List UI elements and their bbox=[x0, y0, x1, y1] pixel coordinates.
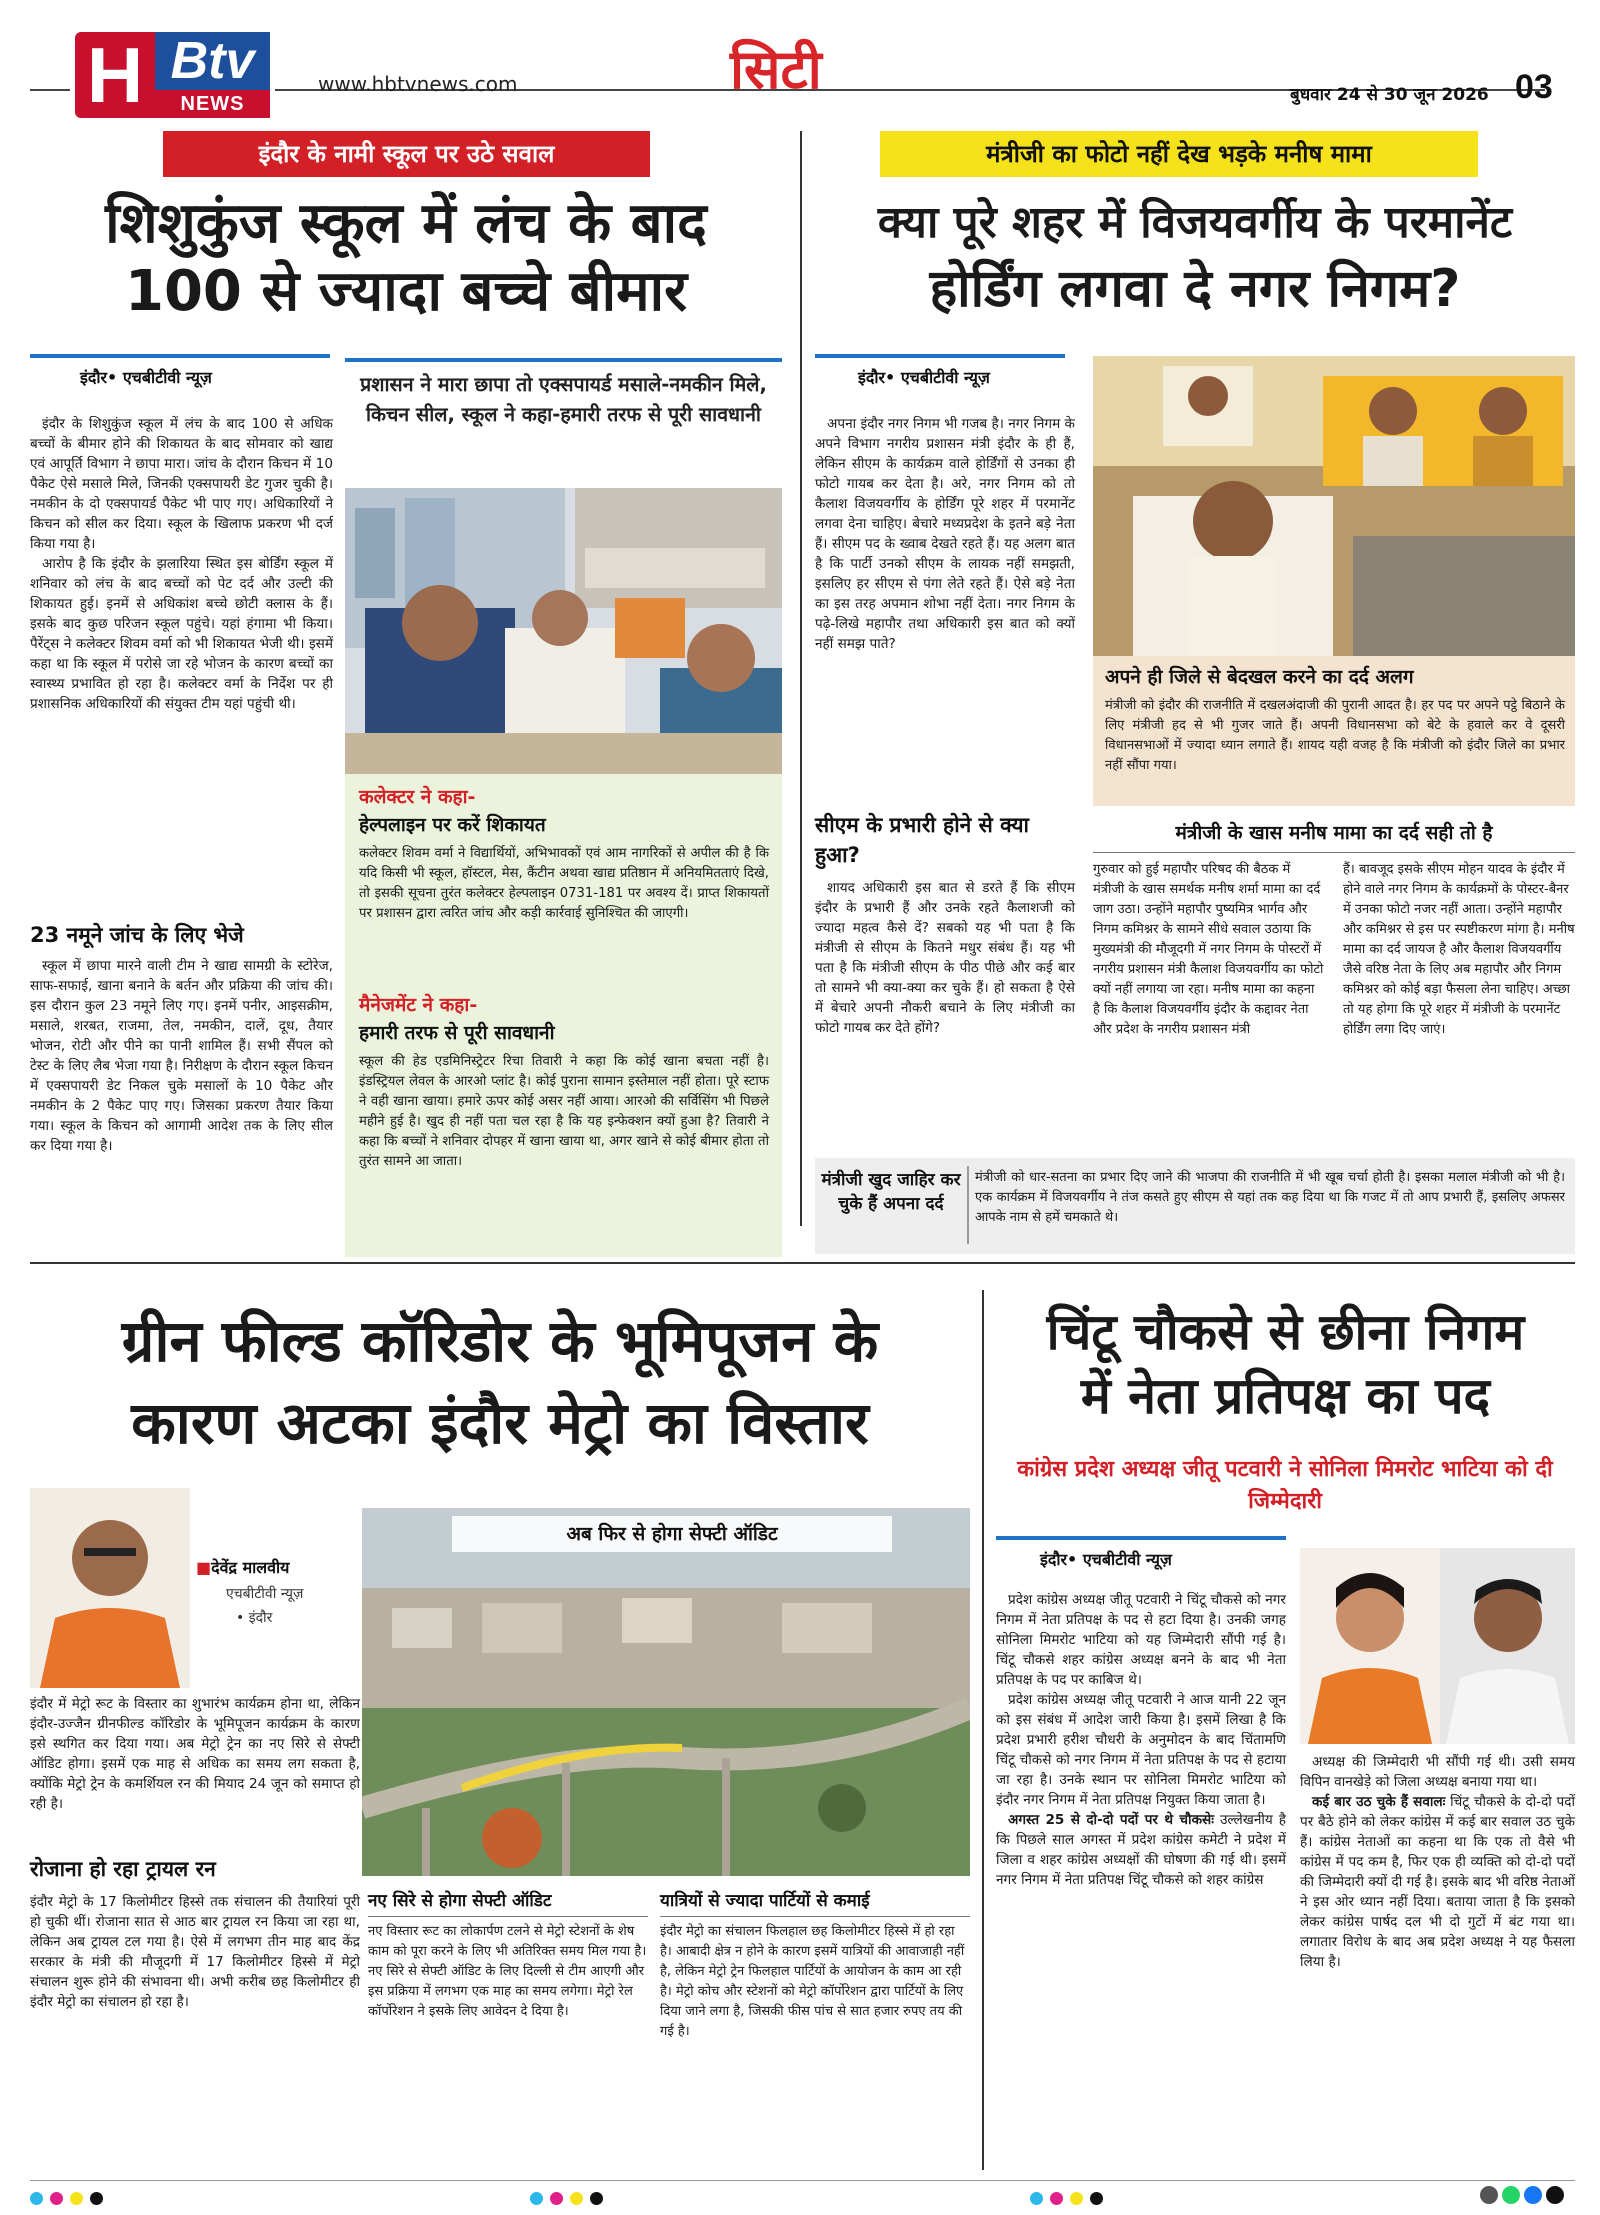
collector-label: कलेक्टर ने कहा- bbox=[359, 786, 476, 808]
story4-para5-text: चिंटू चौकसे के दो-दो पदों पर बैठे होने को लेकर कांग्रेस में कई बार सवाल उठ चुके हैं। कांग्रेस नेताओं का कहना था कि एक तो वैसे भी कांग्रेस में पद कम है, फिर एक ही व्यक्ति को दो-दो पदों की जिम्मेदारी क्यों दी गई है। इसके बाद भी वरिष्ठ नेताओं ने इस ओर ध्यान नहीं दिया। बताया जाता है कि इसको लेकर कांग्रेस पार्षद दल भी दो गुटों में बंट गया था। लगातार विरोध के बाद अब प्रदेश अध्यक्ष ने यह फैसला लिया है। bbox=[1300, 1794, 1575, 1970]
story2-headline-line1: क्या पूरे शहर में विजयवर्गीय के परमानेंट bbox=[877, 197, 1513, 248]
story4-para4: अध्यक्ष की जिम्मेदारी भी सौंपी गई थी। उसी समय विपिन वानखेड़े को जिला अध्यक्ष बनाया गया था। bbox=[1300, 1754, 1575, 1790]
registration-dots-left bbox=[30, 2190, 110, 2209]
logo-letter-h: H bbox=[75, 32, 155, 118]
story3-sub3: यात्रियों से ज्यादा पार्टियों से कमाई bbox=[660, 1891, 870, 1911]
management-text: स्कूल की हेड एडमिनिस्ट्रेटर रिचा तिवारी ने कहा कि कोई खाना बचता नहीं है। इंडस्ट्रियल लेवल के आरओ प्लांट है। कोई पुराना सामान इस्तेमाल नहीं होता। पूरे स्टाफ ने वही खाना खाया। हमारे ऊपर कोई असर नहीं आया। आरओ की सर्विसिंग भी पिछले महीने हुई है। खुद ही नहीं पता चल रहा है कि यह इन्फेक्शन क्यों हुआ है? तिवारी ने कहा कि बच्चों ने शनिवार दोपहर में खाना खाया था, अगर खाने से कोई बीमार होता तो तुरंत सामने आ जाता। bbox=[359, 1054, 769, 1169]
story2-dateline: इंदौर• एचबीटीवी न्यूज़ bbox=[858, 368, 990, 387]
author-org: एचबीटीवी न्यूज़ bbox=[226, 1586, 304, 1602]
story2-para1: अपना इंदौर नगर निगम भी गजब है। नगर निगम के अपने विभाग नगरीय प्रशासन मंत्री इंदौर के ही हैं, लेकिन सीएम के कार्यक्रम वाले होर्डिंगों से उनका ही फोटो गायब कर देता है। अरे, नगर निगम को तो कैलाश विजयवर्गीय के होर्डिंग पूरे शहर में परमानेंट लगवा देना चाहिए। बेचारे मध्यप्रदेश के इतने बड़े नेता हैं। सीएम पद के ख्वाब देखते रहते हैं। यह अलग बात है कि पार्टी उनको सीएम के लायक नहीं समझती, इसलिए हर सीएम से पंगा लेते रहते हैं। ऐसे बड़े नेता का इस तरह अपमान शोभा नहीं देता। नगर निगम के पढ़े-लिखे महापौर तथा अधिकारी इस बात को क्यों नहीं समझ पाते? bbox=[815, 416, 1075, 652]
story3-para4: इंदौर मेट्रो का संचालन फिलहाल छह किलोमीटर हिस्से में हो रहा है। आबादी क्षेत्र न होने के कारण इसमें यात्रियों की आवाजाही नहीं है, लेकिन मेट्रो ट्रेन फिलहाल पार्टियों के आयोजन के काम आ रही है। मेट्रो कोच और स्टेशनों को मेट्रो कॉर्पोरेशन द्वारा पार्टियों के लिए दिया जाने लगा है, जिसकी फीस पांच से सात हजार रुपए तय की गई है। bbox=[660, 1924, 965, 2039]
black-dot bbox=[1090, 2192, 1103, 2205]
story1-photo-children[interactable] bbox=[345, 488, 782, 774]
black-dot bbox=[90, 2192, 103, 2205]
search-icon[interactable] bbox=[1480, 2186, 1498, 2204]
story1-para3: स्कूल में छापा मारने वाली टीम ने खाद्य सामग्री के स्टोरेज, साफ-सफाई, खाना बनाने के बर्तन और प्रक्रिया की जांच की। इस दौरान कुल 23 नमूने लिए गए। इनमें पनीर, आइसक्रीम, मसाले, शरबत, राजमा, तेल, नमकीन, दालें, दूध, तैयार भोजन, रोटी और पीने का पानी शामिल हैं। सभी सैंपल को टेस्ट के लिए लैब भेजा गया है। निरीक्षण के दौरान स्कूल किचन में एक्सपायरी डेट निकल चुके मसालों के 10 पैकेट और नमकीन के 2 पैकेट पाए गए। जिसका प्रकरण तैयार किया गया। स्कूल के किचन को आगामी आदेश तक के लिए सील कर दिया गया है। bbox=[30, 958, 333, 1154]
story4-body-col1 bbox=[996, 1590, 1286, 1890]
story3-headline-line1: ग्रीन फील्ड कॉरिडोर के भूमिपूजन के bbox=[121, 1307, 879, 1375]
story1-para1: इंदौर के शिशुकुंज स्कूल में लंच के बाद 100 से अधिक बच्चों के बीमार होने की शिकायत के बाद सोमवार को खाद्य एवं आपूर्ति विभाग ने छापा मारा। जांच के दौरान किचन में 10 पैकेट ऐसे मसाले मिले, जिनकी एक्सपायरी डेट गुजर चुकी है। नमकीन के दो एक्सपायर्ड पैकेट भी पाए गए। अधिकारियों ने किचन को सील कर दिया। स्कूल के खिलाफ प्रकरण भी दर्ज किया गया है। bbox=[30, 416, 333, 552]
story3-headline[interactable] bbox=[30, 1300, 970, 1464]
metro-photo-caption: अब फिर से होगा सेफ्टी ऑडिट bbox=[452, 1516, 892, 1552]
story3-sub2-rule bbox=[368, 1916, 648, 1917]
cyan-dot bbox=[530, 2192, 543, 2205]
story3-headline-line2: कारण अटका इंदौर मेट्रो का विस्तार bbox=[131, 1389, 869, 1457]
story2-quote-label: मंत्रीजी खुद जाहिर कर चुके हैं अपना दर्द bbox=[821, 1170, 961, 1214]
story4-dateline: इंदौर• एचबीटीवी न्यूज़ bbox=[1040, 1550, 1172, 1569]
section-name: सिटी bbox=[730, 38, 822, 101]
story3-para2: इंदौर मेट्रो के 17 किलोमीटर हिस्से तक संचालन की तैयारियां पूरी हो चुकी थीं। रोजाना सात से आठ बार ट्रायल रन किया जा रहा था, लेकिन अब ट्रायल टल गया है। ऐसे में लगभग तीन माह बाद केंद्र सरकार के मंत्री की मौजूदगी में 17 किलोमीटर हिस्से में मेट्रो संचालन शुरू होने की संभावना थी। अभी करीब छह किलोमीटर ही इंदौर मेट्रो का संचालन हो रहा है। bbox=[30, 1894, 360, 2010]
story2-rule bbox=[815, 354, 1065, 358]
story2-sidebar-box bbox=[1093, 656, 1575, 806]
story1-body-col1 bbox=[30, 414, 333, 714]
story4-deck: कांग्रेस प्रदेश अध्यक्ष जीतू पटवारी ने सोनिला मिमरोट भाटिया को दी जिम्मेदारी bbox=[1017, 1457, 1553, 1514]
story1-dateline: इंदौर• एचबीटीवी न्यूज़ bbox=[80, 368, 212, 387]
story2-subhead: सीएम के प्रभारी होने से क्या हुआ? bbox=[815, 813, 1029, 867]
metro-photo[interactable] bbox=[362, 1508, 970, 1876]
story1-deck: प्रशासन ने मारा छापा तो एक्सपायर्ड मसाले-नमकीन मिले, किचन सील, स्कूल ने कहा-हमारी तरफ से पूरी सावधानी bbox=[360, 373, 767, 426]
author-name-text: देवेंद्र मालवीय bbox=[211, 1558, 290, 1577]
story3-para3: नए विस्तार रूट का लोकार्पण टलने से मेट्रो स्टेशनों के शेष काम को पूरा करने के लिए भी अतिरिक्त समय मिल गया है। नए सिरे से सेफ्टी ऑडिट के लिए दिल्ली से टीम आएगी और इस प्रक्रिया में लगभग एक माह का समय लगेगा। मेट्रो रेल कॉर्पोरेशन ने इसके लिए आवेदन दे दिया है। bbox=[368, 1924, 647, 2019]
collector-head: हेल्पलाइन पर करें शिकायत bbox=[359, 814, 546, 836]
magenta-dot bbox=[550, 2192, 563, 2205]
story2-body-col1b bbox=[815, 878, 1075, 1038]
story2-headline[interactable] bbox=[815, 190, 1575, 322]
story4-headline[interactable] bbox=[996, 1300, 1575, 1428]
author-city: • इंदौर bbox=[236, 1610, 273, 1626]
story2-photo-hoarding[interactable] bbox=[1093, 356, 1575, 656]
chintu-photo bbox=[1440, 1548, 1575, 1744]
collector-text: कलेक्टर शिवम वर्मा ने विद्यार्थियों, अभिभावकों एवं आम नागरिकों से अपील की है कि यदि किसी भी स्कूल, हॉस्टल, मेस, कैंटीन अथवा खाद्य प्रतिष्ठान में अनियमितताएं दिखे, तो इसकी सूचना तुरंत कलेक्टर हेल्पलाइन 0731-181 पर अवश्य दें। प्राप्त शिकायतों पर प्रशासन द्वारा त्वरित जांच और कड़ी कार्रवाई सुनिश्चित की जाएगी। bbox=[359, 846, 769, 921]
magenta-dot bbox=[50, 2192, 63, 2205]
management-label: मैनेजमेंट ने कहा- bbox=[359, 994, 478, 1016]
management-head: हमारी तरफ से पूरी सावधानी bbox=[359, 1022, 555, 1044]
cyan-dot bbox=[30, 2192, 43, 2205]
story2-box-text: मंत्रीजी को इंदौर की राजनीति में दखलअंदाजी की पुरानी आदत है। हर पद पर अपने पट्ठे बिठाने के लिए मंत्रीजी हद से भी गुजर जाते हैं। अपनी विधानसभा को बेटे के हवाले कर वे दूसरी विधानसभाओं में ज्यादा ध्यान लगाते हैं। शायद यही वजह है कि मंत्रीजी को इंदौर जिले का प्रभार नहीं सौंपा गया। bbox=[1105, 698, 1565, 773]
hoarding-photo bbox=[1093, 356, 1575, 656]
story1-kicker: इंदौर के नामी स्कूल पर उठे सवाल bbox=[163, 131, 650, 177]
story1-sidebar-box bbox=[345, 774, 782, 1257]
story2-box-head: अपने ही जिले से बेदखल करने का दर्द अलग bbox=[1105, 666, 1414, 688]
story1-headline-line1: शिशुकुंज स्कूल में लंच के बाद bbox=[105, 191, 707, 256]
story4-para5 bbox=[1300, 1792, 1575, 1972]
story4-para2: प्रदेश कांग्रेस अध्यक्ष जीतू पटवारी ने आज यानी 22 जून को इस संबंध में आदेश जारी किया है। इसमें लिखा है कि प्रदेश प्रभारी हरीश चौधरी के अनुमोदन के बाद चिंतामणि चिंटू चौकसे को नगर निगम में नेता प्रतिपक्ष के पद से हटाया जा रहा है। उनके स्थान पर सोनिला मिमरोट भाटिया को इंदौर नगर निगम में नेता प्रतिपक्ष नियुक्त किया जाता है। bbox=[996, 1692, 1286, 1808]
story4-body-col2 bbox=[1300, 1752, 1575, 1972]
section-separator bbox=[30, 1262, 1575, 1264]
black-dot bbox=[590, 2192, 603, 2205]
story4-headline-line2: में नेता प्रतिपक्ष का पद bbox=[1080, 1367, 1491, 1425]
issue-date: बुधवार 24 से 30 जून 2026 bbox=[1290, 85, 1489, 105]
school-kitchen-photo bbox=[345, 488, 782, 774]
quote-divider bbox=[967, 1166, 969, 1244]
author-portrait bbox=[30, 1488, 190, 1688]
story2-para3: गुरुवार को हुई महापौर परिषद की बैठक में मंत्रीजी के खास समर्थक मनीष शर्मा मामा का दर्द जाग उठा। उन्होंने महापौर पुष्यमित्र भार्गव और निगम कमिश्नर के सामने सीधे सवाल उठाया कि मुख्यमंत्री की मौजूदगी में नगर निगम के पोस्टरों में नगरीय प्रशासन मंत्री कैलाश विजयवर्गीय का फोटो क्यों नहीं लगाया जा रहा। मनीष मामा का कहना है कि कैलाश विजयवर्गीय इंदौर के कद्दावर नेता और प्रदेश के नगरीय प्रशासन मंत्री bbox=[1093, 862, 1324, 1037]
story4-rule bbox=[996, 1536, 1286, 1540]
story1-headline[interactable] bbox=[30, 190, 782, 326]
sonila-portrait bbox=[1300, 1548, 1440, 1744]
story4-para3 bbox=[996, 1810, 1286, 1890]
story3-sub3-rule bbox=[660, 1916, 970, 1917]
story3-sub2: नए सिरे से होगा सेफ्टी ऑडिट bbox=[368, 1891, 552, 1911]
story4-para3-text: उल्लेखनीय है कि पिछले साल अगस्त में प्रदेश कांग्रेस कमेटी ने प्रदेश में जिला व शहर कांग्रेस अध्यक्षों की घोषणा की गई थी। इसमें नगर निगम में नेता प्रतिपक्ष चिंटू चौकसे को शहर कांग्रेस bbox=[996, 1812, 1287, 1888]
story1-headline-line2: 100 से ज्यादा बच्चे बीमार bbox=[124, 259, 687, 324]
logo-news: NEWS bbox=[155, 90, 270, 118]
yellow-dot bbox=[70, 2192, 83, 2205]
registration-dots-right bbox=[1030, 2190, 1110, 2209]
registration-dots-center bbox=[530, 2190, 610, 2209]
story1-subhead: 23 नमूने जांच के लिए भेजे bbox=[30, 923, 244, 947]
story3-subhead: रोजाना हो रहा ट्रायल रन bbox=[30, 1857, 216, 1881]
hbtv-logo[interactable] bbox=[75, 32, 270, 118]
logo-btv: Btv bbox=[155, 32, 270, 90]
facebook-icon[interactable] bbox=[1524, 2186, 1542, 2204]
magenta-dot bbox=[1050, 2192, 1063, 2205]
author-name bbox=[196, 1556, 289, 1578]
story2-quote-text: मंत्रीजी को धार-सतना का प्रभार दिए जाने की भाजपा की राजनीति में भी खूब चर्चा होती है। इसका मलाल मंत्रीजी को भी है। एक कार्यक्रम में विजयवर्गीय ने तंज कसते हुए सीएम से यहां तक कह दिया था कि गजट में तो आप प्रभारी हैं, इसलिए अफसर आपके नाम से हमें चमकाते थे। bbox=[975, 1170, 1565, 1225]
column-separator-top bbox=[800, 131, 802, 1226]
sonila-photo bbox=[1300, 1548, 1440, 1744]
story2-headline-line2: होर्डिंग लगवा दे नगर निगम? bbox=[929, 259, 1461, 319]
story3-para1: इंदौर में मेट्रो रूट के विस्तार का शुभारंभ कार्यक्रम होना था, लेकिन इंदौर-उज्जैन ग्रीनफील्ड कॉरिडोर के भूमिपूजन कार्यक्रम के कारण इसे स्थगित कर दिया गया। अब मेट्रो ट्रेन का नए सिरे से सेफ्टी ऑडिट होगा। इसमें एक माह से अधिक का समय लग सकता है, क्योंकि मेट्रो ट्रेन के कमर्शियल रन की मियाद 24 जून को समाप्त हो रही है। bbox=[30, 1696, 360, 1812]
story1-rule bbox=[30, 354, 330, 358]
story2-para2: शायद अधिकारी इस बात से डरते हैं कि सीएम इंदौर के प्रभारी हैं और उनके रहते कैलाशजी को ज्यादा महत्व कैसे दें? सबको यह भी पता है कि मंत्रीजी से सीएम के कितने मधुर संबंध हैं। यह भी पता है कि मंत्रीजी सीएम के पीठ पीछे और कई बार तो सामने भी क्या-क्या कर चुके हैं। हो सकता है ऐसे में बेचारे अपनी नौकरी बचाने के लिए मंत्रीजी का फोटो गायब कर देते होंगे? bbox=[815, 880, 1075, 1036]
story2-kicker: मंत्रीजी का फोटो नहीं देख भड़के मनीष मामा bbox=[880, 131, 1478, 177]
story4-headline-line1: चिंटू चौकसे से छीना निगम bbox=[1046, 1303, 1525, 1361]
metro-aerial-photo bbox=[362, 1508, 970, 1876]
chintu-portrait bbox=[1440, 1548, 1575, 1744]
whatsapp-icon[interactable] bbox=[1502, 2186, 1520, 2204]
header-rule-left bbox=[30, 89, 70, 91]
story2-sub-rule bbox=[1093, 852, 1575, 853]
x-icon[interactable] bbox=[1546, 2186, 1564, 2204]
story2-para4: हैं। बावजूद इसके सीएम मोहन यादव के इंदौर में होने वाले नगर निगम के कार्यक्रमों के पोस्टर-बैनर में उनका फोटो नजर नहीं आता। उन्होंने महापौर और कमिश्नर से इस पर स्पष्टीकरण मांगा है। मनीष मामा का दर्द जायज है और कैलाश विजयवर्गीय जैसे वरिष्ठ नेता के लिए अब महापौर और निगम कमिश्नर को कोई बड़ा फैसला लेना चाहिए। अच्छा तो यह होगा कि पूरे शहर में मंत्रीजी के परमानेंट होर्डिंग लगा दिए जाएं। bbox=[1343, 862, 1575, 1037]
story2-subhead2: मंत्रीजी के खास मनीष मामा का दर्द सही तो है bbox=[1175, 822, 1493, 844]
yellow-dot bbox=[570, 2192, 583, 2205]
author-photo bbox=[30, 1488, 190, 1688]
story4-para3-bold: अगस्त 25 से दो-दो पदों पर थे चौकसेः bbox=[1008, 1812, 1214, 1828]
story2-body-col1 bbox=[815, 414, 1075, 654]
masthead bbox=[0, 0, 1600, 128]
story4-para5-bold: कई बार उठ चुके हैं सवालः bbox=[1312, 1794, 1446, 1810]
story1-body-col1b bbox=[30, 956, 333, 1156]
story1-deck-rule bbox=[345, 358, 782, 362]
yellow-dot bbox=[1070, 2192, 1083, 2205]
cyan-dot bbox=[1030, 2192, 1043, 2205]
column-separator-bottom bbox=[982, 1290, 984, 2170]
author-marker: ■ bbox=[196, 1558, 212, 1577]
story2-quote-box bbox=[815, 1158, 1575, 1254]
story1-para2: आरोप है कि इंदौर के झलारिया स्थित इस बोर्डिंग स्कूल में शनिवार को लंच के बाद बच्चों को पेट दर्द और उल्टी की शिकायत हुई। इनमें से अधिकांश बच्चे छोटी क्लास के हैं। इसके बाद कुछ परिजन स्कूल पहुंचे। यहां हंगामा भी किया। पैरेंट्स ने कलेक्टर शिवम वर्मा को भी शिकायत भेजी थी। इसमें कहा था कि स्कूल में परोसे जा रहे भोजन के कारण बच्चों का स्वास्थ्य प्रभावित हो रहा है। कलेक्टर वर्मा के निर्देश पर ही प्रशासनिक अधिकारियों की संयुक्त टीम यहां पहुंची थी। bbox=[30, 556, 333, 712]
page-number: 03 bbox=[1515, 68, 1553, 106]
footer-rule bbox=[30, 2180, 1575, 2181]
site-url[interactable]: www.hbtvnews.com bbox=[318, 72, 518, 96]
story4-para1: प्रदेश कांग्रेस अध्यक्ष जीतू पटवारी ने चिंटू चौकसे को नगर निगम में नेता प्रतिपक्ष के पद से हटा दिया है। उनकी जगह सोनिला मिमरोट भाटिया को यह जिम्मेदारी सौंपी गई है। चिंटू चौकसे शहर कांग्रेस अध्यक्ष बनने के बाद भी नेता प्रतिपक्ष के पद पर काबिज थे। bbox=[996, 1592, 1286, 1688]
social-icons bbox=[1480, 2186, 1564, 2204]
